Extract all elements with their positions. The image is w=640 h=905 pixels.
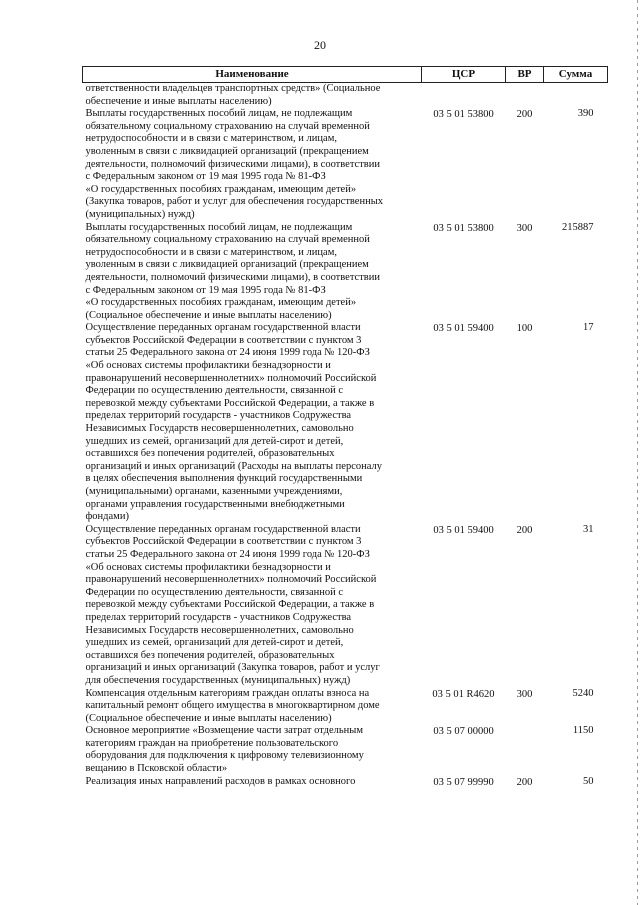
header-csr: ЦСР — [422, 67, 506, 83]
name-line: для обеспечения государственных (муниципальных) нужд) — [85, 674, 351, 686]
table-row — [83, 83, 608, 109]
name-line: «Об основах системы профилактики безнадзорности и — [85, 360, 331, 372]
name-line: Компенсация отдельным категориям граждан оплаты взноса на — [85, 687, 370, 699]
name-line: статьи 25 Федерального закона от 24 июня 1999 года № 120-ФЗ — [85, 548, 370, 560]
row-vr-cell: 200 — [516, 524, 533, 536]
name-line: Выплаты государственных пособий лицам, не подлежащим — [85, 108, 353, 120]
table-row — [83, 322, 608, 524]
name-line: деятельности, полномочий физическими лицами), в соответствии — [85, 158, 380, 170]
name-line: Реализация иных направлений расходов в рамках основного — [85, 775, 356, 787]
name-line: (Закупка товаров, работ и услуг для обеспечения государственных — [85, 196, 384, 208]
name-line: субъектов Российской Федерации в соответствии с пунктом 3 — [85, 536, 362, 548]
name-line: в целях обеспечения выполнения функций государственными — [85, 473, 363, 485]
name-line: ушедших из семей, организаций для детей-сирот и детей, — [85, 637, 344, 649]
table-row — [83, 108, 608, 221]
page-number: 20 — [314, 38, 326, 52]
row-csr-cell: 03 5 01 R4620 — [432, 688, 495, 700]
name-line: организаций и иных организаций (Закупка товаров, работ и услуг — [85, 662, 380, 674]
header-vr: ВР — [506, 67, 544, 83]
name-line: (Социальное обеспечение и иные выплаты населению) — [85, 712, 332, 724]
row-vr-cell: 300 — [516, 688, 533, 700]
name-line: (Социальное обеспечение и иные выплаты населению) — [85, 309, 332, 321]
row-csr-cell: 03 5 01 59400 — [433, 323, 494, 335]
row-sum-cell: 1150 — [572, 725, 594, 737]
name-line: с Федеральным законом от 19 мая 1995 года № 81-ФЗ — [85, 171, 326, 183]
name-line: ушедших из семей, организаций для детей-сирот и детей, — [85, 435, 344, 447]
row-name-cell — [83, 322, 422, 524]
name-line: оборудования для подключения к цифровому телевизионному — [85, 750, 364, 762]
row-csr-cell: 03 5 01 59400 — [433, 524, 494, 536]
name-line: «Об основах системы профилактики безнадзорности и — [85, 561, 331, 573]
name-line: (муниципальных) нужд) — [85, 208, 195, 220]
name-line: оставшихся без попечения родителей, образовательных — [85, 649, 335, 661]
row-name-cell — [83, 83, 422, 109]
name-line: Независимых Государств несовершеннолетних, самовольно — [85, 423, 354, 435]
name-line: организаций и иных организаций (Расходы на выплаты персоналу — [85, 460, 382, 472]
name-line: Основное мероприятие «Возмещение части затрат отдельным — [85, 725, 363, 737]
row-vr-cell: 200 — [516, 776, 533, 788]
name-line: перевозкой между субъектами Российской Федерации, а также в — [85, 397, 375, 409]
name-line: вещанию в Псковской области» — [85, 763, 228, 775]
row-vr-cell: 300 — [516, 222, 533, 234]
name-line: нетрудоспособности и в связи с материнством, и лицам, — [85, 246, 337, 258]
name-line: пределах территорий государств - участников Содружества — [85, 611, 352, 623]
name-line: перевозкой между субъектами Российской Федерации, а также в — [85, 599, 375, 611]
name-line: органами управления государственными внебюджетными — [85, 498, 345, 510]
name-line: капитальный ремонт общего имущества в многоквартирном доме — [85, 700, 380, 712]
row-csr-cell: 03 5 01 53800 — [433, 222, 494, 234]
table-row — [83, 725, 608, 775]
row-sum-cell: 50 — [583, 775, 594, 787]
row-sum-cell — [544, 83, 608, 109]
name-line: уволенным в связи с ликвидацией организаций (прекращением — [85, 145, 369, 157]
row-name-cell — [83, 222, 422, 323]
row-name-cell — [83, 108, 422, 221]
row-sum-cell: 5240 — [572, 687, 594, 699]
row-csr-cell: 03 5 07 99990 — [433, 776, 494, 788]
budget-table — [82, 66, 608, 789]
scan-edge-line — [637, 0, 638, 905]
name-line: оставшихся без попечения родителей, образовательных — [85, 448, 335, 460]
row-vr-cell — [506, 83, 544, 109]
name-line: пределах территорий государств - участников Содружества — [85, 410, 352, 422]
table-row — [83, 222, 608, 323]
name-line: правонарушений несовершеннолетних» полномочий Российской — [85, 372, 377, 384]
name-line: Осуществление переданных органам государственной власти — [85, 523, 361, 535]
name-line: категориям граждан на приобретение пользовательского — [85, 737, 339, 749]
name-line: Независимых Государств несовершеннолетних, самовольно — [85, 624, 354, 636]
table-row — [83, 776, 608, 790]
header-sum: Сумма — [544, 67, 608, 83]
name-line: субъектов Российской Федерации в соответствии с пунктом 3 — [85, 334, 362, 346]
header-name: Наименование — [83, 67, 422, 83]
name-line: нетрудоспособности и в связи с материнством, и лицам, — [85, 133, 337, 145]
name-line: Федерации по осуществлению деятельности, связанной с — [85, 586, 344, 598]
row-vr-cell — [506, 725, 544, 775]
name-line: ответственности владельцев транспортных средств» (Социальное — [85, 83, 381, 94]
name-line: обязательному социальному страхованию на случай временной — [85, 234, 370, 246]
row-csr-cell: 03 5 01 53800 — [433, 109, 494, 121]
table-row — [83, 524, 608, 688]
row-sum-cell: 390 — [577, 108, 594, 120]
name-line: Федерации по осуществлению деятельности, связанной с — [85, 385, 344, 397]
row-vr-cell: 100 — [516, 323, 533, 335]
row-sum-cell: 215887 — [562, 221, 594, 233]
name-line: уволенным в связи с ликвидацией организаций (прекращением — [85, 259, 369, 271]
name-line: статьи 25 Федерального закона от 24 июня 1999 года № 120-ФЗ — [85, 347, 370, 359]
row-name-cell — [83, 725, 422, 775]
name-line: деятельности, полномочий физическими лицами), в соответствии — [85, 271, 380, 283]
row-name-cell — [83, 776, 422, 790]
name-line: «О государственных пособиях гражданам, имеющим детей» — [85, 297, 357, 309]
row-sum-cell: 31 — [583, 523, 594, 535]
name-line: обязательному социальному страхованию на случай временной — [85, 120, 370, 132]
name-line: Осуществление переданных органам государственной власти — [85, 322, 361, 334]
row-name-cell — [83, 524, 422, 688]
name-line: с Федеральным законом от 19 мая 1995 года № 81-ФЗ — [85, 284, 326, 296]
name-line: обеспечение и иные выплаты населению) — [85, 95, 272, 107]
row-name-cell — [83, 688, 422, 726]
name-line: (муниципальными) органами, казенными учреждениями, — [85, 486, 343, 497]
name-line: «О государственных пособиях гражданам, имеющим детей» — [85, 183, 357, 195]
name-line: фондами) — [85, 511, 129, 523]
table-header-row — [83, 67, 608, 83]
row-csr-cell — [422, 83, 506, 109]
name-line: Выплаты государственных пособий лицам, не подлежащим — [85, 221, 353, 233]
name-line: правонарушений несовершеннолетних» полномочий Российской — [85, 574, 377, 586]
row-csr-cell: 03 5 07 00000 — [433, 726, 494, 738]
row-sum-cell: 17 — [583, 322, 594, 334]
row-vr-cell: 200 — [516, 109, 533, 121]
table-row — [83, 688, 608, 726]
